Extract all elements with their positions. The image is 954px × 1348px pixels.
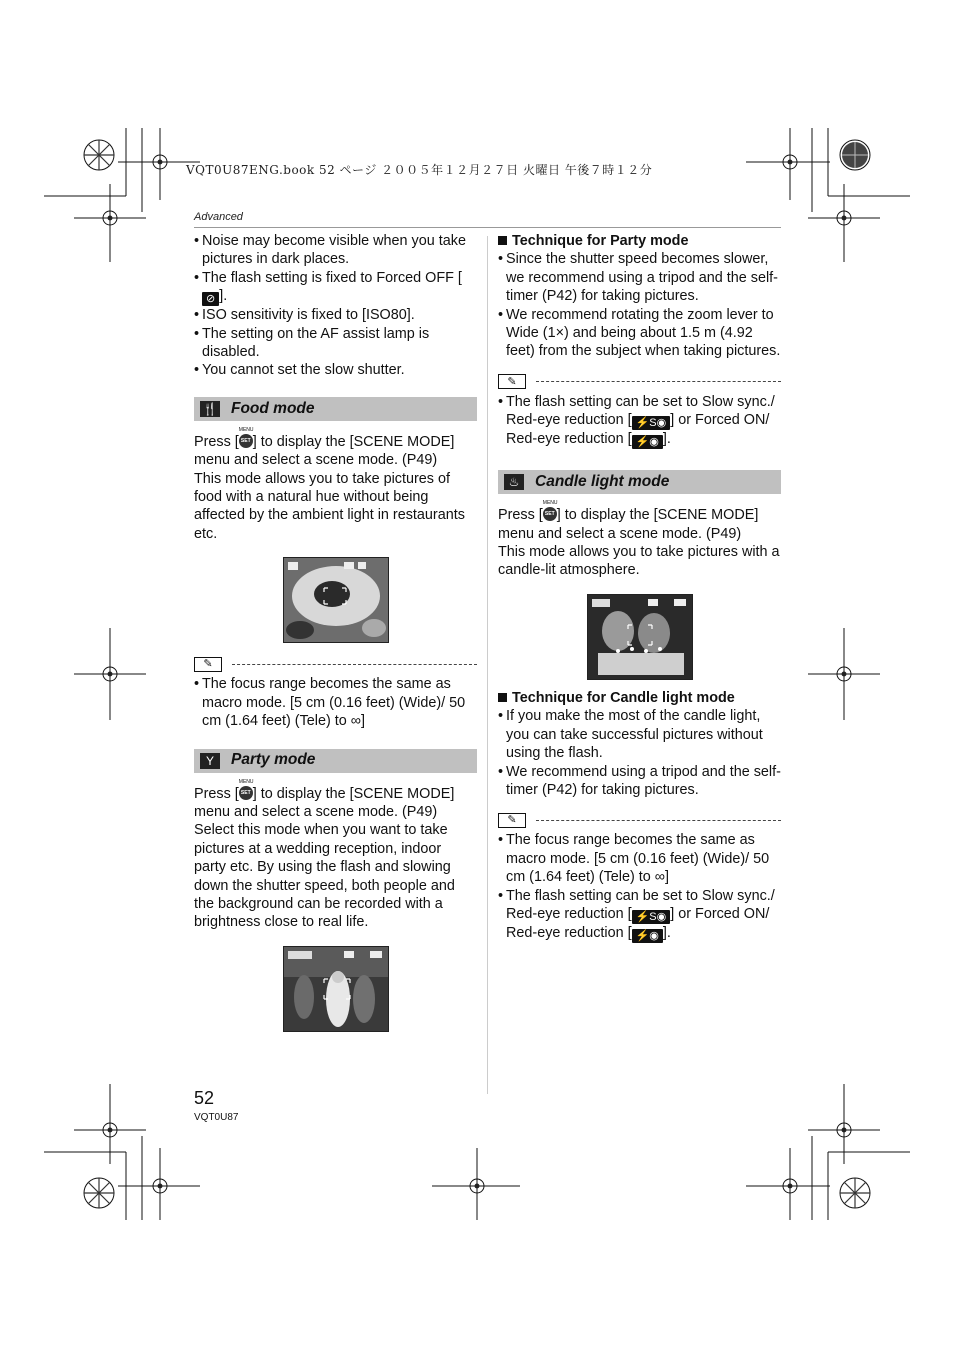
- right-column: [498, 232, 781, 943]
- party-note-marker: [498, 373, 781, 391]
- slow-sync-redeye-icon: ⚡S◉: [632, 416, 671, 430]
- bullet-af-lamp: • The setting on the AF assist lamp is disabled.: [194, 325, 477, 362]
- flash-off-icon: ⊘: [202, 292, 219, 306]
- candle-note-marker: [498, 811, 781, 829]
- forced-on-redeye-icon: ⚡◉: [632, 929, 663, 943]
- candle-note-focus: • The focus range becomes the same as macro mode. [5 cm (0.16 feet) (Wide)/ 50 cm (1.64 feet) (Tele) to ∞]: [498, 831, 781, 886]
- food-mode-title: Food mode: [231, 399, 315, 417]
- page-number: 52: [194, 1088, 215, 1108]
- print-header: VQT0U87ENG.book 52 ページ ２００５年１２月２７日 火曜日 午後７時１２分: [186, 163, 653, 177]
- candle-note-flash: • The flash setting can be set to Slow sync./ Red-eye reduction [ ⚡S◉ ] or Forced ON/ Red-eye reduction [ ⚡◉ ].: [498, 887, 781, 943]
- party-mode-heading: [194, 749, 477, 773]
- food-press: Press [ MENU SET ] to display the [SCENE MODE] menu and select a scene mode. (P49): [194, 427, 455, 469]
- section-label: Advanced: [194, 211, 243, 223]
- food-note: • The focus range becomes the same as macro mode. [5 cm (0.16 feet) (Wide)/ 50 cm (1.64 feet) (Tele) to ∞]: [194, 675, 477, 730]
- candle-mode-icon: ♨: [504, 474, 524, 490]
- menu-set-button-icon: MENU SET: [543, 507, 557, 521]
- candle-mode-heading: [498, 470, 781, 494]
- party-note-flash: • The flash setting can be set to Slow sync./ Red-eye reduction [ ⚡S◉ ] or Forced ON/ Red-eye reduction [ ⚡◉ ].: [498, 393, 781, 449]
- party-photo: [283, 946, 389, 1032]
- note-icon: ✎: [498, 813, 526, 828]
- candle-press: Press [ MENU SET ] to display the [SCENE MODE] menu and select a scene mode. (P49): [498, 500, 759, 542]
- party-technique-tripod: • Since the shutter speed becomes slower, we recommend using a tripod and the self-timer (P42) for taking pictures.: [498, 250, 781, 305]
- slow-sync-redeye-icon: ⚡S◉: [632, 910, 671, 924]
- column-divider: [487, 236, 488, 1094]
- left-column: [194, 232, 477, 1032]
- party-mode-icon: Y: [200, 753, 220, 769]
- food-mode-icon: 🍴: [200, 401, 220, 417]
- bullet-noise: • Noise may become visible when you take pictures in dark places.: [194, 232, 477, 269]
- food-photo: [283, 557, 389, 643]
- model-code: VQT0U87: [194, 1112, 239, 1123]
- menu-set-button-icon: MENU SET: [239, 434, 253, 448]
- candle-photo: [587, 594, 693, 680]
- forced-on-redeye-icon: ⚡◉: [632, 435, 663, 449]
- food-note-marker: [194, 655, 477, 673]
- party-body: Select this mode when you want to take pictures at a wedding reception, indoor party etc. By using the flash and slowing down the shutter speed, both people and the background can be recorded with a brightness close to real life.: [194, 822, 455, 931]
- party-technique-title: Technique for Party mode: [498, 232, 781, 250]
- menu-set-button-icon: MENU SET: [239, 786, 253, 800]
- party-photo-image: [284, 947, 388, 1031]
- header-rule: [194, 227, 781, 228]
- note-icon: ✎: [194, 657, 222, 672]
- party-technique-zoom: • We recommend rotating the zoom lever to Wide (1×) and being about 1.5 m (4.92 feet) from the subject when taking pictures.: [498, 306, 781, 361]
- candle-technique-light: • If you make the most of the candle light, you can take successful pictures without using the flash.: [498, 707, 781, 762]
- food-photo-image: [284, 558, 388, 642]
- candle-body: This mode allows you to take pictures with a candle-lit atmosphere.: [498, 544, 780, 579]
- note-icon: ✎: [498, 374, 526, 389]
- party-press: Press [ MENU SET ] to display the [SCENE MODE] menu and select a scene mode. (P49): [194, 778, 455, 820]
- candle-technique-title: Technique for Candle light mode: [498, 689, 781, 707]
- food-body: This mode allows you to take pictures of food with a natural hue without being affected by the ambient light in restaurants etc.: [194, 470, 465, 542]
- bullet-slow-shutter: • You cannot set the slow shutter.: [194, 361, 477, 379]
- bullet-flash-off: • The flash setting is fixed to Forced OFF [⊘ ].: [194, 269, 477, 306]
- party-mode-title: Party mode: [231, 751, 316, 769]
- candle-mode-title: Candle light mode: [535, 473, 670, 491]
- candle-photo-image: [588, 595, 692, 679]
- candle-technique-tripod: • We recommend using a tripod and the self-timer (P42) for taking pictures.: [498, 763, 781, 800]
- food-mode-heading: [194, 397, 477, 421]
- bullet-iso: • ISO sensitivity is fixed to [ISO80].: [194, 306, 477, 324]
